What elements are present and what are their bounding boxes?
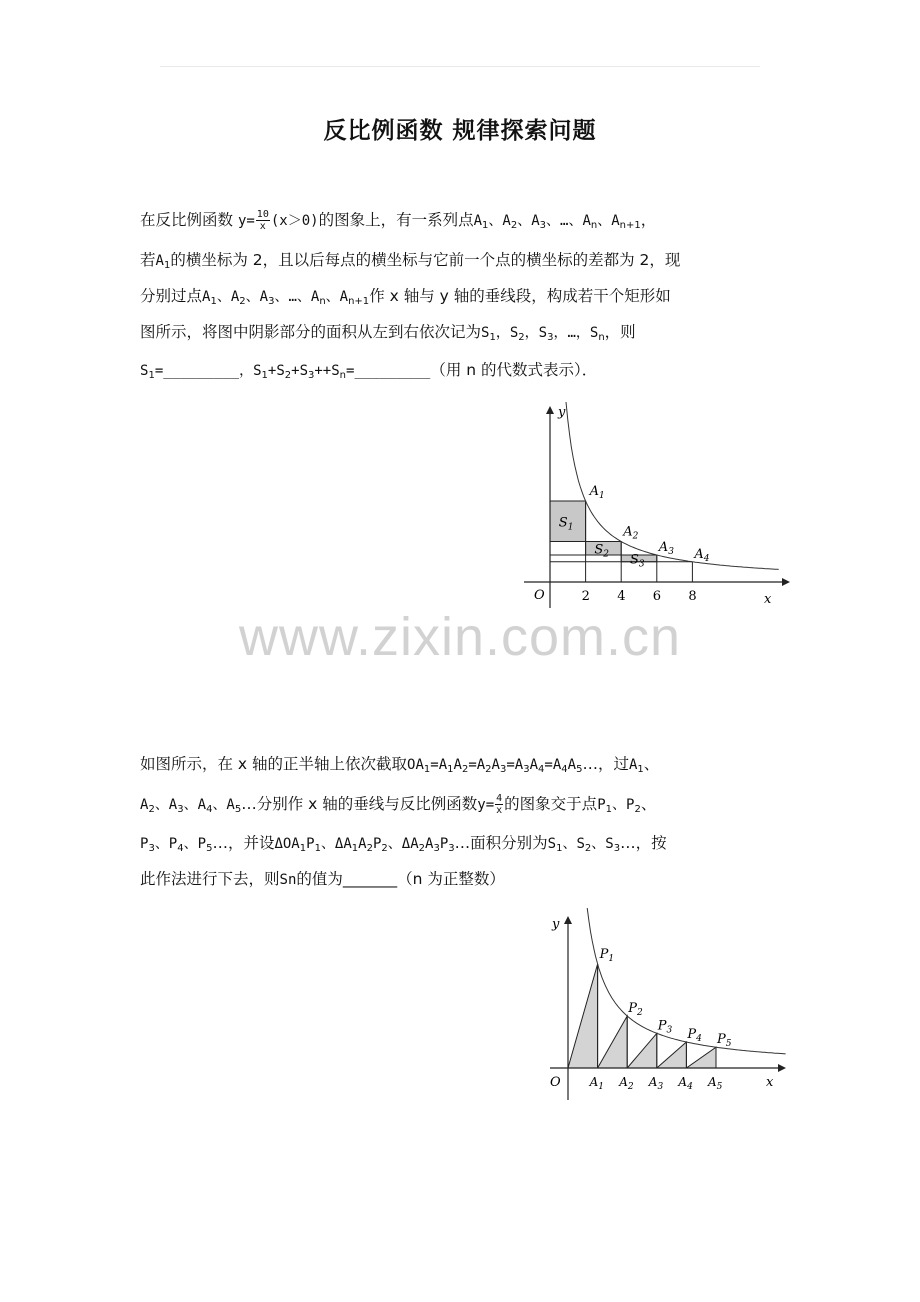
formula-text: A [358, 836, 367, 852]
subscript: n [319, 296, 326, 307]
formula-text: 、S [562, 836, 585, 852]
subscript: 1 [314, 843, 321, 854]
subscript: 2 [418, 843, 426, 854]
subscript: 4 [561, 764, 568, 775]
region-label-s3: $S_3$ [630, 552, 645, 570]
subscript: 2 [510, 220, 518, 231]
formula-text: P [597, 797, 606, 813]
formula-text: 、S [591, 836, 614, 852]
subscript: 3 [539, 220, 547, 231]
problem-2-line-1 [140, 752, 659, 774]
point-label-p4: $P_4$ [687, 1027, 702, 1044]
text: …，过 [582, 755, 629, 773]
formula-text: ，…，S [553, 325, 599, 341]
text: 此作法进行下去，则 [140, 870, 280, 888]
point-label-p3: $P_3$ [657, 1018, 673, 1036]
x-axis-arrow-icon [778, 1064, 786, 1072]
formula-text: (x＞0) [270, 213, 319, 229]
formula-text: OA [407, 757, 424, 773]
shaded-triangle-1 [568, 964, 598, 1068]
figure-2-triangles-diagram [542, 908, 792, 1104]
page-title: 反比例函数 规律探索问题 [323, 118, 597, 144]
subscript: 2 [634, 804, 641, 815]
problem-2-line-4 [140, 867, 505, 889]
subscript: 2 [366, 843, 373, 854]
y-axis-arrow-icon [564, 916, 572, 924]
formula-text: P [306, 836, 315, 852]
text: 若 [140, 251, 156, 269]
subscript: 4 [177, 843, 184, 854]
x-axis-label: x [764, 592, 772, 607]
formula-text: A [202, 289, 211, 305]
tick-label-a2: $A_2$ [619, 1075, 634, 1092]
subscript: n+1 [619, 220, 641, 231]
formula-text: A [628, 757, 638, 773]
subscript: 1 [482, 220, 489, 231]
formula-text: 、A [325, 289, 349, 305]
point-label-a4: $A_4$ [694, 546, 710, 564]
point-label-a2: $A_2$ [623, 524, 639, 542]
y-axis-label: y [558, 405, 566, 420]
formula-text: 、A [154, 797, 178, 813]
formula-text: 、A [517, 213, 540, 229]
point-label-p1: $P_1$ [599, 947, 615, 964]
problem-1-line-2 [140, 248, 680, 270]
formula-text: y= [237, 213, 255, 229]
formula-text: 、…、A [546, 213, 591, 229]
point-label-p5: $P_5$ [717, 1032, 732, 1050]
formula-text: S [140, 363, 149, 379]
subscript: 2 [518, 332, 525, 343]
figure-1-rectangles-diagram [520, 402, 792, 610]
shaded-triangle-4 [657, 1042, 687, 1068]
formula-text: S [547, 836, 557, 852]
text: 的图象交于点 [504, 795, 598, 813]
shaded-triangle-2 [598, 1016, 628, 1068]
text: （n 为正整数） [397, 870, 505, 888]
problem-1-line-3 [140, 284, 671, 306]
subscript: 2 [381, 843, 388, 854]
text: ，则 [604, 323, 636, 341]
subscript: 2 [148, 804, 155, 815]
problem-1 [140, 204, 790, 384]
formula-text: 、…、A [274, 289, 320, 305]
formula-text: =A [430, 757, 448, 773]
subscript: 5 [206, 843, 213, 854]
formula-text: y= [477, 797, 495, 813]
formula-text: P [140, 836, 149, 852]
subscript: 3 [523, 764, 530, 775]
formula-text: ΔOA [274, 836, 300, 852]
formula-text: A [155, 253, 164, 269]
subscript: 1 [210, 296, 217, 307]
y-axis-arrow-icon [546, 406, 554, 414]
text: 作 x 轴与 y 轴的垂线段，构成若干个矩形如 [369, 287, 671, 305]
subscript: 2 [239, 296, 246, 307]
formula-text: A [491, 757, 500, 773]
tick-label: 6 [652, 589, 662, 604]
formula-text: 、A [488, 213, 511, 229]
formula-text: ++S [314, 363, 340, 379]
tick-label-a5: $A_5$ [708, 1075, 723, 1092]
subscript: 1 [261, 370, 268, 381]
subscript: 1 [605, 804, 612, 815]
text: …面积分别为 [454, 834, 548, 852]
problem-2 [140, 748, 790, 898]
formula-text: 、ΔA [387, 836, 419, 852]
formula-text: 、ΔA [320, 836, 352, 852]
answer-blank: 的值为_______ [296, 870, 398, 888]
text: …分别作 x 轴的垂线与反比例函数 [241, 795, 478, 813]
region-label-s2: $S_2$ [594, 542, 610, 560]
formula-text: ，S [524, 325, 548, 341]
origin-label: O [534, 588, 545, 603]
problem-1-line-4 [140, 320, 636, 342]
formula-text: 、A [245, 289, 269, 305]
point-label-p2: $P_2$ [628, 1001, 643, 1018]
fraction [256, 209, 270, 232]
subscript: 2 [461, 764, 469, 775]
text: 、 [640, 795, 657, 813]
text: ， [640, 211, 657, 229]
answer-blank-2: =_________ [346, 363, 431, 379]
fraction-denominator: x [259, 221, 266, 232]
region-label-s1: $S_1$ [558, 515, 574, 533]
formula-text: 、A [597, 213, 620, 229]
subscript: 1 [163, 260, 171, 271]
subscript: 1 [447, 764, 454, 775]
formula-text: A [453, 757, 462, 773]
subscript: n [598, 332, 605, 343]
origin-label: O [550, 1075, 561, 1090]
formula-text: +S [291, 363, 308, 379]
subscript: 1 [299, 843, 307, 854]
subscript: 1 [423, 764, 431, 775]
subscript: 3 [177, 804, 184, 815]
subscript: 2 [485, 764, 492, 775]
shaded-triangle-3 [627, 1033, 657, 1068]
hyperbola-curve [587, 908, 785, 1054]
subscript: 1 [148, 370, 155, 381]
subscript: 5 [576, 764, 583, 775]
formula-text: =A [544, 757, 562, 773]
text: 的图象上，有一系列点 [318, 211, 474, 229]
formula-text: 、P [183, 836, 207, 852]
subscript: 1 [489, 332, 496, 343]
subscript: 3 [448, 843, 455, 854]
subscript: 1 [637, 764, 644, 775]
subscript: 3 [547, 332, 554, 343]
formula-text: 、A [212, 797, 235, 813]
subscript: 3 [499, 764, 507, 775]
formula-text: P [439, 836, 449, 852]
formula-text: A [567, 757, 577, 773]
text: （用 n 的代数式表示）． [430, 361, 598, 379]
subscript: n [590, 220, 598, 231]
formula-text: S [481, 325, 490, 341]
subscript: 5 [234, 804, 242, 815]
problem-2-line-2 [140, 792, 656, 816]
answer-blank-1: =_________，S [154, 363, 262, 379]
text: 的横坐标为 2，且以后每点的横坐标与它前一个点的横坐标的差都为 2，现 [170, 251, 681, 269]
formula-text: 、A [216, 289, 240, 305]
shaded-region-s1 [550, 501, 586, 542]
formula-text: =A [506, 757, 524, 773]
fraction [495, 793, 503, 816]
watermark: www.zixin.com.cn [238, 607, 682, 667]
tick-label: 4 [617, 589, 626, 604]
text: 图所示，将图中阴影部分的面积从左到右依次记为 [140, 323, 482, 341]
point-label-a1: $A_1$ [589, 484, 605, 501]
formula-text: 、P [154, 836, 178, 852]
formula-text: =A [468, 757, 486, 773]
subscript: 2 [284, 370, 292, 381]
fraction-numerator: 10 [256, 209, 269, 220]
text: 、 [643, 755, 660, 773]
formula-text: A [140, 797, 149, 813]
x-axis-label: x [766, 1075, 774, 1090]
fraction-numerator: 4 [496, 793, 503, 804]
x-axis-arrow-icon [782, 578, 790, 586]
formula-text: A [529, 757, 539, 773]
subscript: 4 [206, 804, 213, 815]
subscript: 3 [433, 843, 440, 854]
fraction-denominator: x [496, 805, 503, 816]
footer-mark [430, 1219, 490, 1229]
formula-text: A [473, 213, 483, 229]
formula-text: P [372, 836, 382, 852]
subscript: 3 [268, 296, 275, 307]
text: …，按 [620, 834, 667, 852]
tick-label: 2 [581, 589, 590, 604]
subscript: 1 [351, 843, 359, 854]
subscript: n [339, 370, 347, 381]
subscript: 3 [613, 843, 621, 854]
problem-1-line-5 [140, 358, 597, 380]
problem-1-line-1 [140, 208, 656, 232]
subscript: 3 [308, 370, 315, 381]
subscript: 1 [556, 843, 563, 854]
tick-label-a4: $A_4$ [678, 1075, 693, 1092]
problem-2-line-3 [140, 831, 667, 853]
y-axis-label: y [552, 917, 560, 932]
text: …，并设 [212, 834, 275, 852]
subscript: n+1 [348, 296, 370, 307]
formula-text: Sn [279, 872, 297, 888]
tick-label: 8 [688, 589, 697, 604]
text: 如图所示，在 x 轴的正半轴上依次截取 [140, 755, 408, 773]
text: 分别过点 [140, 287, 203, 305]
tick-label-a1: $A_1$ [589, 1075, 605, 1092]
subscript: 3 [148, 843, 155, 854]
shaded-triangle-5 [686, 1047, 716, 1068]
tick-label-a3: $A_3$ [648, 1075, 664, 1092]
formula-text: A [425, 836, 434, 852]
text: 在反比例函数 [140, 211, 238, 229]
formula-text: 、P [612, 797, 635, 813]
formula-text: 、A [183, 797, 207, 813]
subscript: 2 [584, 843, 592, 854]
formula-text: ，S [495, 325, 519, 341]
point-label-a3: $A_3$ [658, 540, 674, 557]
header-rule [160, 66, 760, 67]
subscript: 4 [538, 764, 545, 775]
formula-text: +S [267, 363, 285, 379]
